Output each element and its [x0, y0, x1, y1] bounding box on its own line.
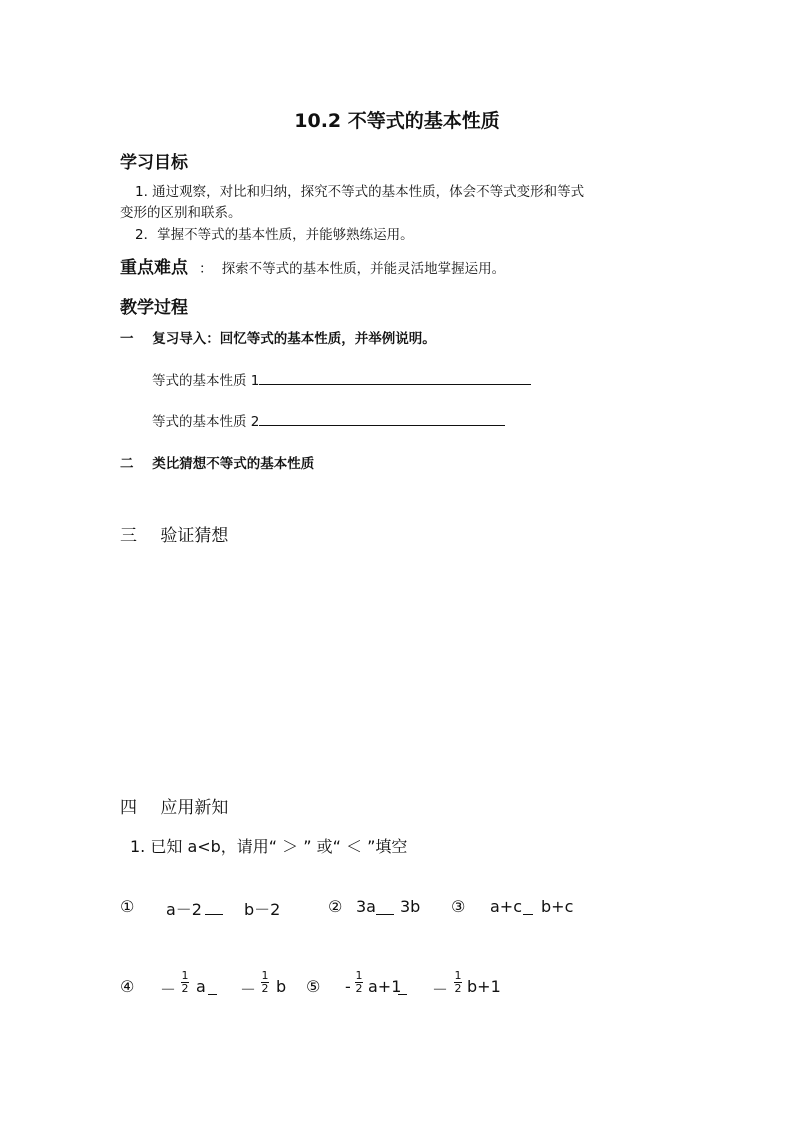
- part-1-number: 一: [120, 331, 134, 347]
- equality-property-1-blank[interactable]: [259, 370, 531, 385]
- fraction-one-half: [355, 970, 363, 995]
- part-3-text: 验证猜想: [160, 526, 229, 546]
- part-2: [120, 452, 314, 472]
- process-heading: 教学过程: [120, 298, 188, 318]
- expr-5-right-body: b+1: [467, 977, 501, 996]
- expr-4-left-var: a: [196, 977, 206, 996]
- part-4-number: 四: [120, 798, 137, 818]
- objectives-heading: 学习目标: [120, 153, 188, 173]
- part-4-text: 应用新知: [160, 798, 229, 818]
- equality-property-2: [152, 410, 505, 430]
- key-points-colon: ：: [199, 261, 213, 277]
- circle-2: ②: [328, 897, 343, 916]
- fraction-one-half: [454, 970, 462, 995]
- answer-blank-3[interactable]: [523, 900, 533, 915]
- circle-4: ④: [120, 977, 135, 996]
- expr-5-left-body: a+1: [368, 977, 402, 996]
- equality-property-2-blank[interactable]: [259, 411, 505, 426]
- page-title: 10.2 不等式的基本性质: [294, 110, 500, 132]
- fraction-one-half: [261, 970, 269, 995]
- expr-1-right: b－2: [244, 900, 281, 919]
- part-3-number: 三: [120, 526, 137, 546]
- part-2-text: 类比猜想不等式的基本性质: [152, 456, 315, 472]
- fraction-denominator: 2: [261, 982, 269, 995]
- part-3: [120, 521, 228, 546]
- answer-blank-4[interactable]: [208, 980, 217, 995]
- part-2-number: 二: [120, 456, 134, 472]
- objective-2: 2．掌握不等式的基本性质，并能够熟练运用。: [135, 227, 414, 243]
- equality-property-1: [152, 369, 531, 389]
- fraction-numerator: 1: [355, 969, 363, 982]
- expr-5-right-sign: －: [432, 980, 449, 999]
- objective-1-line-1: 1. 通过观察，对比和归纳，探究不等式的基本性质，体会不等式变形和等式: [135, 184, 585, 200]
- fraction-denominator: 2: [181, 982, 189, 995]
- expr-4-right-sign: －: [240, 980, 257, 999]
- circle-3: ③: [451, 897, 466, 916]
- key-points-heading: 重点难点: [120, 258, 188, 278]
- expr-3-left: a+c: [490, 897, 523, 916]
- equality-property-2-label: 等式的基本性质 2: [152, 414, 260, 430]
- equality-property-1-label: 等式的基本性质 1: [152, 373, 260, 389]
- part-1: [120, 327, 436, 347]
- fraction-denominator: 2: [454, 982, 462, 995]
- part-4: [120, 793, 228, 818]
- expr-4-left-sign: －: [160, 980, 177, 999]
- expr-3-right: b+c: [541, 897, 574, 916]
- objective-1-line-2: 变形的区别和联系。: [120, 205, 242, 221]
- fraction-numerator: 1: [181, 969, 189, 982]
- answer-blank-5[interactable]: [398, 980, 407, 995]
- exercise-row-1: [120, 897, 680, 921]
- key-points-row: [120, 253, 505, 278]
- part-1-text: 复习导入：回忆等式的基本性质，并举例说明。: [152, 331, 436, 347]
- expr-1-left: a－2: [166, 900, 202, 919]
- expr-5-left-sign: -: [345, 977, 351, 996]
- answer-blank-2[interactable]: [376, 900, 394, 915]
- expr-2-right: 3b: [400, 897, 421, 916]
- expr-4-right-var: b: [276, 977, 287, 996]
- circle-5: ⑤: [306, 977, 321, 996]
- exercise-question-1: 1. 已知 a<b，请用“ ＞ ” 或“ ＜ ”填空: [130, 837, 408, 856]
- fraction-one-half: [181, 970, 189, 995]
- expr-2-left: 3a: [356, 897, 376, 916]
- fraction-denominator: 2: [355, 982, 363, 995]
- fraction-numerator: 1: [261, 969, 269, 982]
- key-points-text: 探索不等式的基本性质，并能灵活地掌握运用。: [221, 261, 506, 277]
- fraction-numerator: 1: [454, 969, 462, 982]
- answer-blank-1[interactable]: [205, 900, 223, 915]
- circle-1: ①: [120, 897, 135, 916]
- exercise-row-2: [120, 970, 680, 1006]
